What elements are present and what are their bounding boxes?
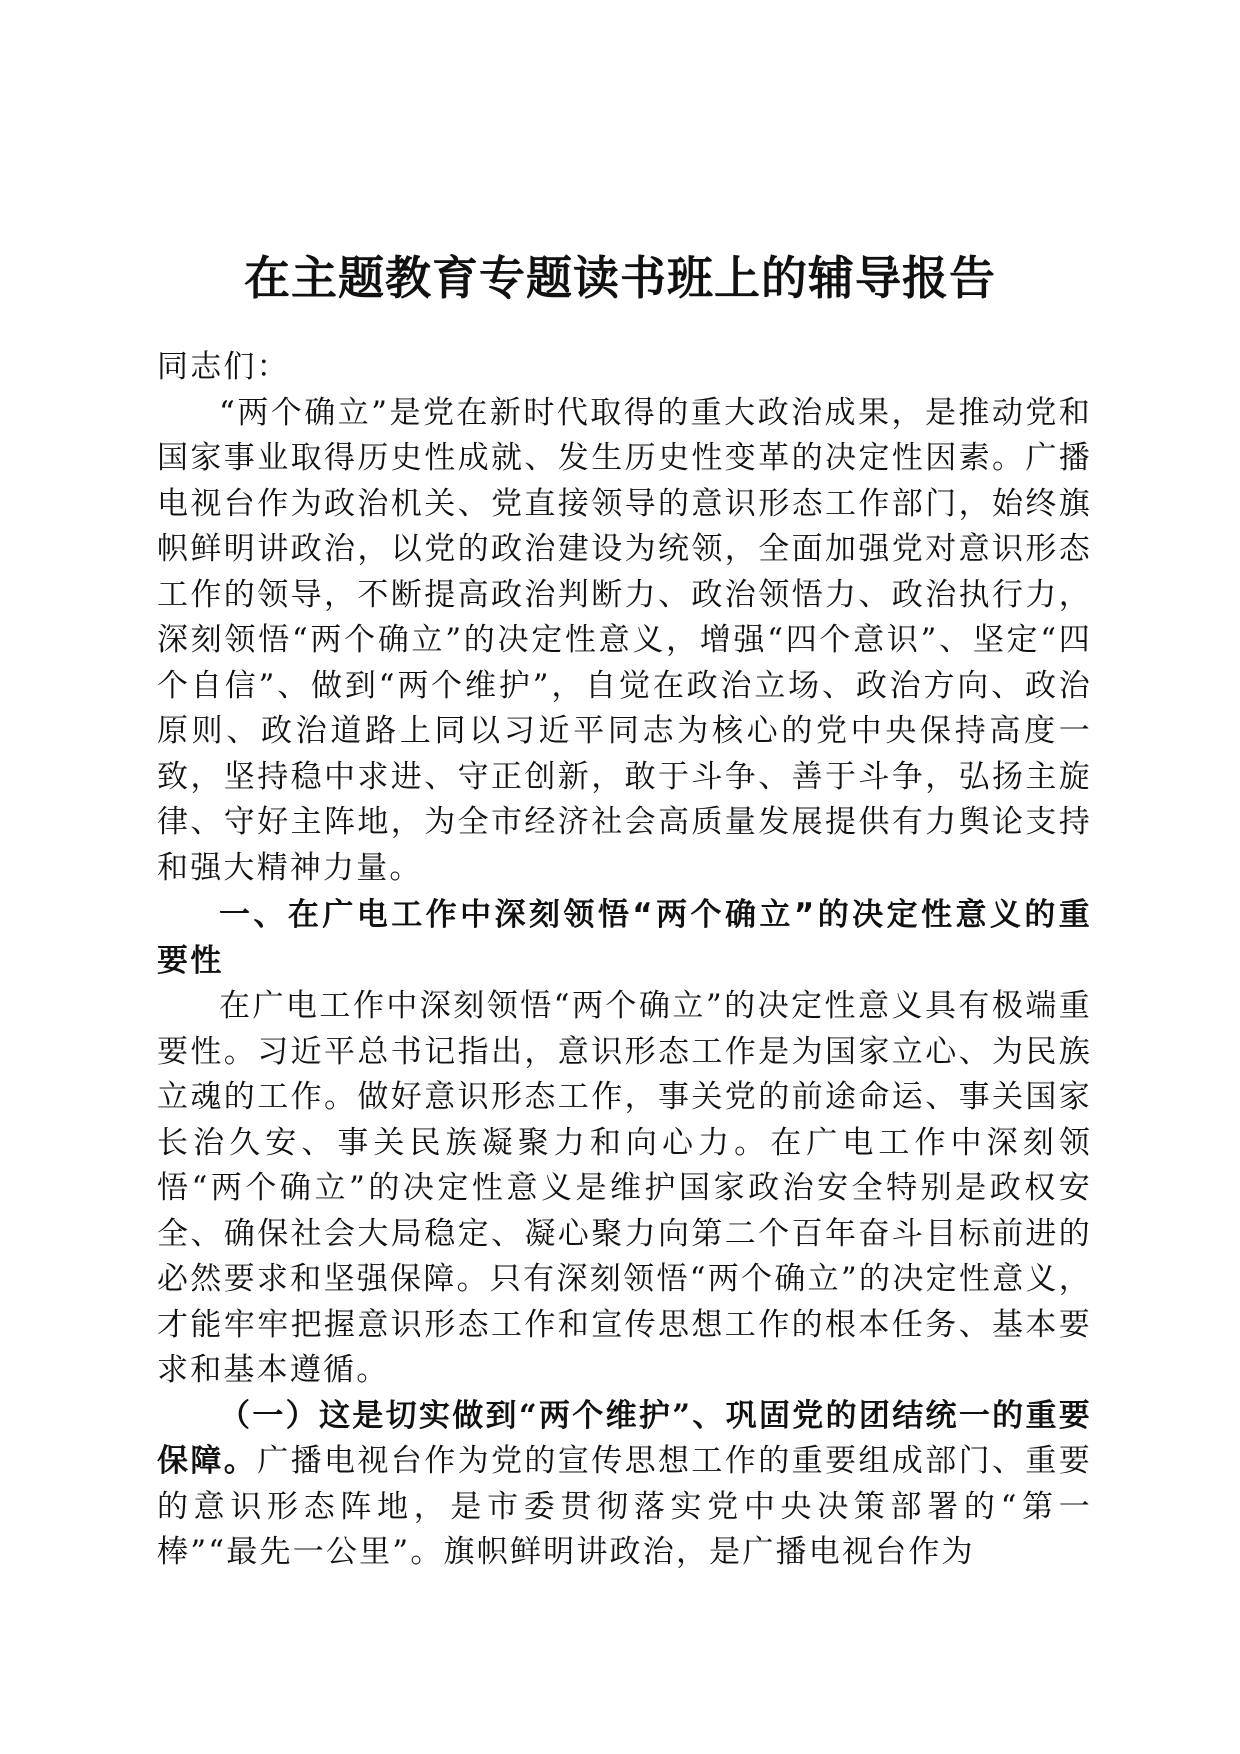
salutation: 同志们：: [157, 349, 290, 385]
intro-paragraph: “两个确立”是党在新时代取得的重大政治成果，是推动党和国家事业取得历史性成就、发生历史性变革的决定性因素。广播电视台作为政治机关、党直接领导的意识形态工作部门，始终旗帜鲜明讲政治，以党的政治建设为统领，全面加强党对意识形态工作的领导，不断提高政治判断力、政治领悟力、政治执行力，深刻领悟“两个确立”的决定性意义，增强“四个意识”、坚定“四个自信”、做到“两个维护”，自觉在政治立场、政治方向、政治原则、政治道路上同以习近平同志为核心的党中央保持高度一致，坚持稳中求进、守正创新，敢于斗争、善于斗争，弘扬主旋律、守好主阵地，为全市经济社会高质量发展提供有力舆论支持和强大精神力量。: [157, 394, 1092, 886]
subsection-1-paragraph: [157, 1394, 1092, 1576]
section-1-paragraph: 在广电工作中深刻领悟“两个确立”的决定性意义具有极端重要性。习近平总书记指出，意识形态工作是为国家立心、为民族立魂的工作。做好意识形态工作，事关党的前途命运、事关国家长治久安、事关民族凝聚力和向心力。在广电工作中深刻领悟“两个确立”的决定性意义是维护国家政治安全特别是政权安全、确保社会大局稳定、凝心聚力向第二个百年奋斗目标前进的必然要求和坚强保障。只有深刻领悟“两个确立”的决定性意义，才能牢牢把握意识形态工作和宣传思想工作的根本任务、基本要求和基本遵循。: [157, 988, 1092, 1388]
section-heading-1: 一、在广电工作中深刻领悟“两个确立”的决定性意义的重要性: [157, 897, 1092, 979]
subsection-1-text: 广播电视台作为党的宣传思想工作的重要组成部门、重要的意识形态阵地，是市委贯彻落实党中央决策部署的“第一棒”“最先一公里”。旗帜鲜明讲政治，是广播电视台作为: [157, 1443, 1092, 1570]
document-body: [157, 345, 1092, 1576]
document-title: 在主题教育专题读书班上的辅导报告: [244, 251, 996, 305]
subsection-1-lead: （一）这是切实做到“两个维护”、巩固党的团结统一的重要保障。: [157, 1397, 1092, 1479]
